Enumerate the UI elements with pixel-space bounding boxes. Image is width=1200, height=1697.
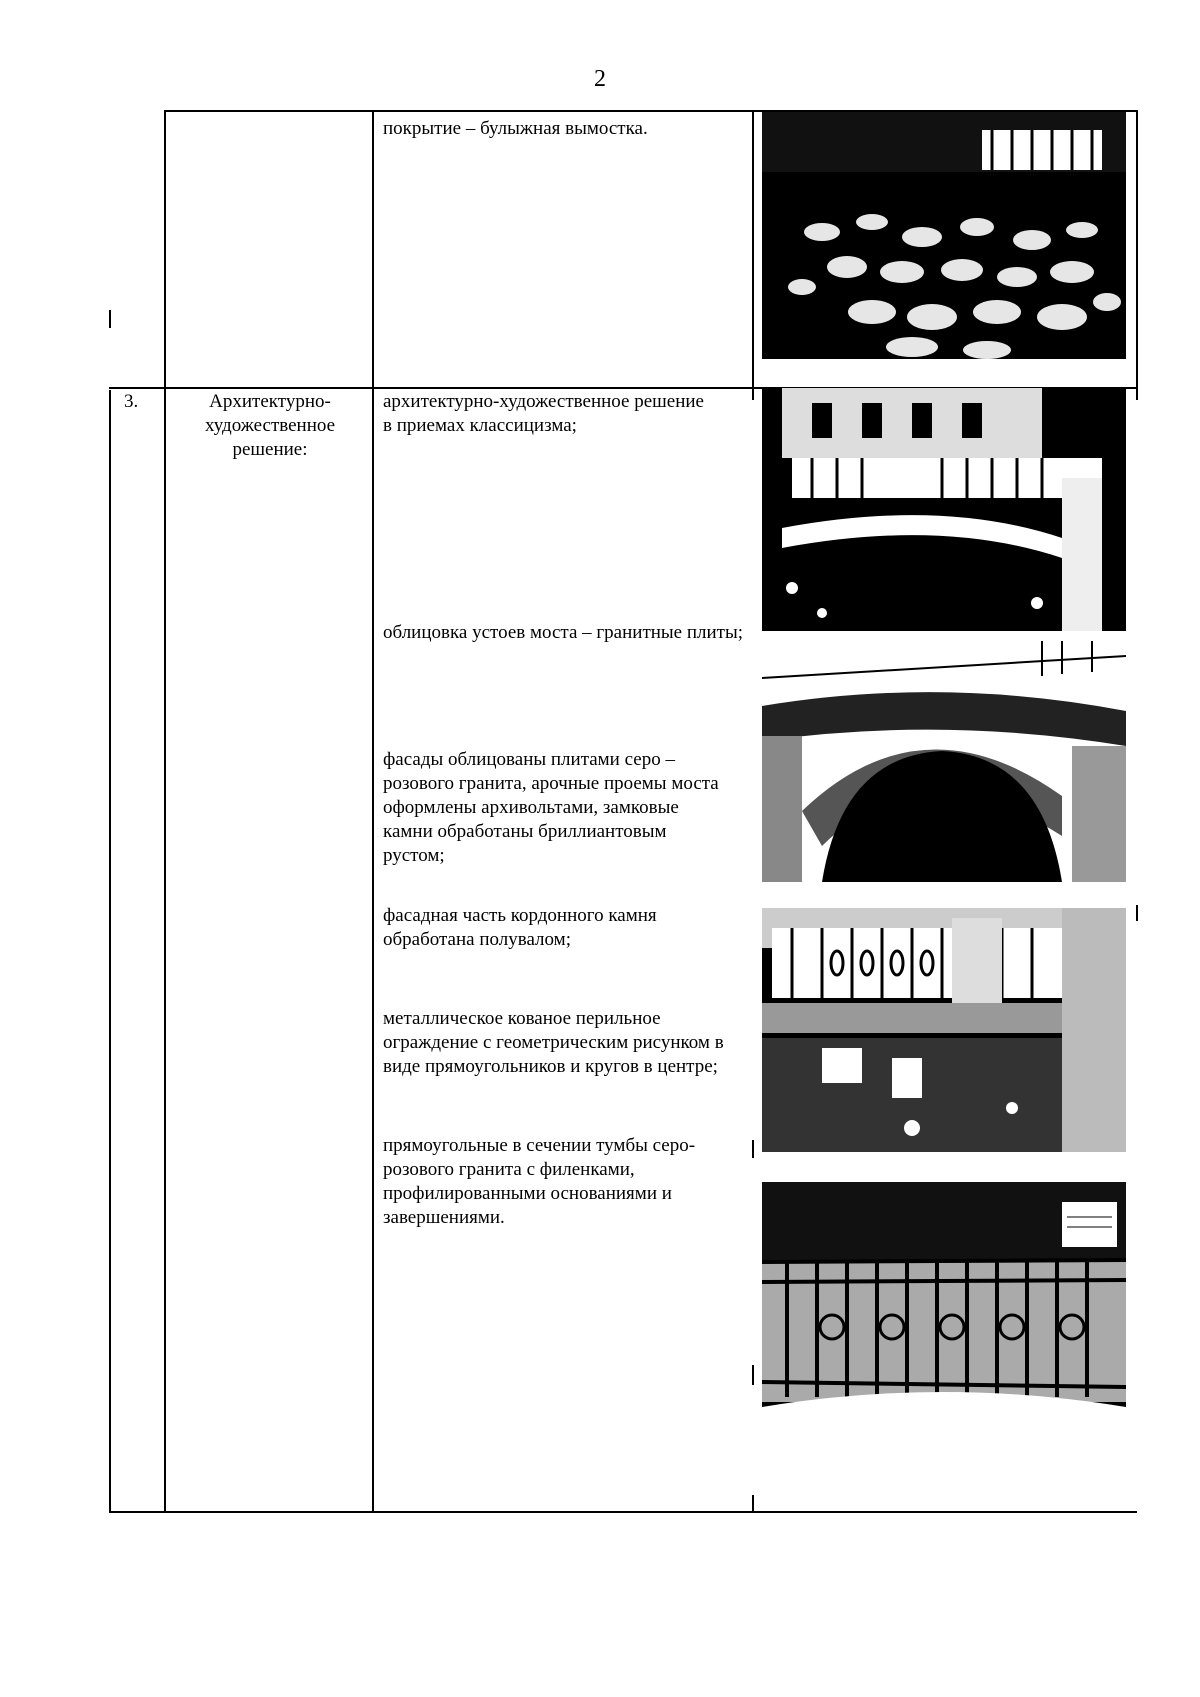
page-number: 2 (594, 66, 606, 92)
item-cordon-stone: фасадная часть кордонного камня обработана полувалом; (383, 905, 657, 950)
continued-row-description: покрытие – булыжная вымостка. (383, 118, 648, 139)
cobblestone-pavement-photo (762, 112, 1126, 359)
item-classicism: архитектурно-художественное решение в приемах классицизма; (383, 391, 704, 436)
table-border-col3 (752, 110, 754, 400)
railing-circles-photo (762, 1182, 1126, 1424)
item-abutment-cladding: облицовка устоев моста – гранитные плиты; (383, 622, 744, 643)
col3-dash (752, 1365, 754, 1385)
bridge-with-railing-photo (762, 388, 1126, 631)
row-title: Архитектурно-художественное решение: (204, 391, 336, 460)
table-border-left (109, 390, 111, 1512)
row-number: 3. (124, 391, 139, 412)
left-margin-dash (109, 310, 111, 328)
col3-dash (752, 1495, 754, 1511)
left-margin-dash (109, 910, 111, 930)
right-margin-dash (1136, 905, 1138, 921)
col3-dash (752, 1140, 754, 1158)
table-border-col1 (164, 110, 166, 1512)
bridge-facade-railing-photo (762, 908, 1126, 1152)
item-pedestals: прямоугольные в сечении тумбы серо-розового гранита с филенками, профилированными основаниями и завершениями. (383, 1135, 696, 1228)
item-railing: металлическое кованое перильное ограждение с геометрическим рисунком в виде прямоугольников и кругов в центре; (383, 1008, 724, 1077)
table-border-col2 (372, 110, 374, 1512)
bridge-arch-photo (762, 636, 1126, 882)
table-bottom-border (109, 1511, 1137, 1513)
table-border-right (1136, 110, 1138, 400)
item-facade-granite: фасады облицованы плитами серо – розового гранита, арочные проемы моста оформлены архивольтами, замковые камни обработаны бриллиантовым рустом; (383, 749, 719, 866)
